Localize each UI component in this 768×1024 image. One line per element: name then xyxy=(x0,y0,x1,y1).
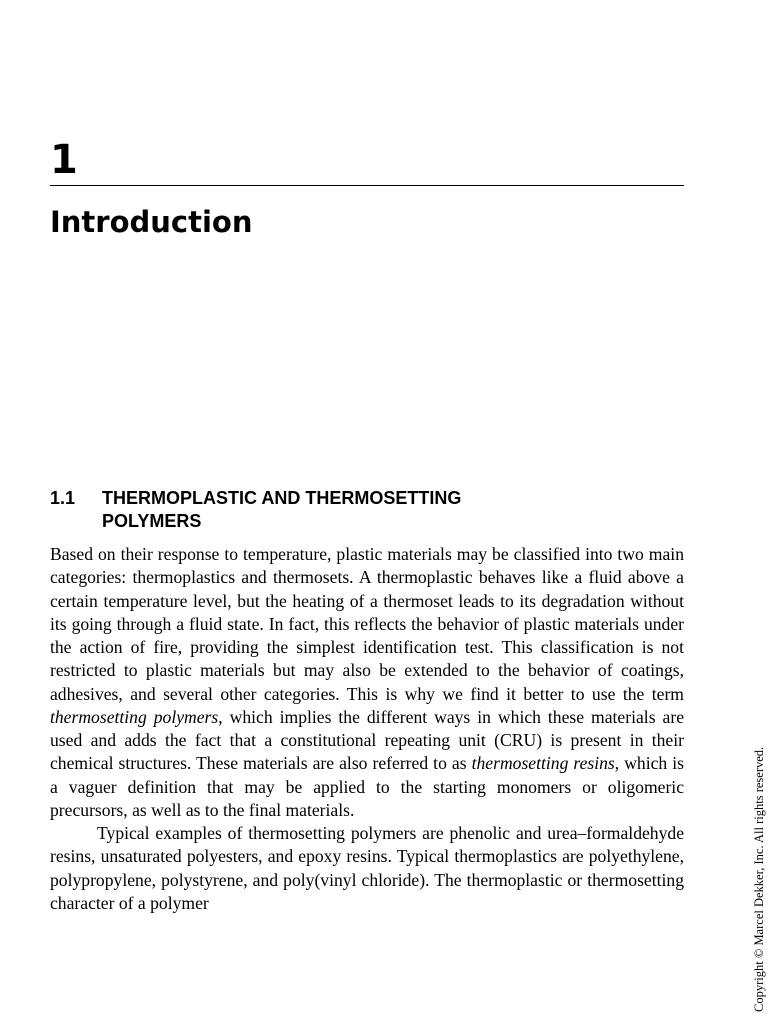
paragraph-1-text-e: , which is a vaguer definition that may be applied to the starting monomers or oligomeric precursors, as well as to the final materials. xyxy=(50,753,684,820)
term-thermosetting-resins: thermosetting resins xyxy=(471,753,615,774)
section-heading xyxy=(50,487,650,533)
paragraph-1 xyxy=(50,543,684,822)
paragraph-1-text-c: , which implies the different ways in which these materials are used and adds the fact that a constitutional repeating unit (CRU) is present in their chemical structures. These materials are also referred to as xyxy=(50,706,685,774)
term-thermosetting-polymers: thermosetting polymers xyxy=(50,706,219,727)
copyright-notice: Copyright © Marcel Dekker, Inc. All rights reserved. xyxy=(752,746,766,1012)
body-text xyxy=(50,543,684,915)
section-number: 1.1 xyxy=(50,488,76,508)
chapter-divider xyxy=(50,185,684,186)
chapter-number: 1 xyxy=(50,137,78,183)
paragraph-2: Typical examples of thermosetting polymers are phenolic and urea–formaldehyde resins, unsaturated polyesters, and epoxy resins. Typical thermoplastics are polyethylene, polypropylene, polystyrene, and poly(vinyl chloride). The thermoplastic or thermosetting character of a polymer xyxy=(50,823,684,913)
section-title: THERMOPLASTIC AND THERMOSETTING POLYMERS xyxy=(102,488,462,531)
chapter-title: Introduction xyxy=(50,205,253,239)
paragraph-1-text-a: Based on their response to temperature, plastic materials may be classified into two main categories: thermoplastics and thermosets. A thermoplastic behaves like a fluid above a certain temperature level, but the heating of a thermoset leads to its degradation without its going through a fluid state. In fact, this reflects the behavior of plastic materials under the action of fire, providing the simplest identification test. This classification is not restricted to plastic materials but may also be extended to the behavior of coatings, adhesives, and several other categories. This is why we find it better to use the term xyxy=(50,544,684,704)
